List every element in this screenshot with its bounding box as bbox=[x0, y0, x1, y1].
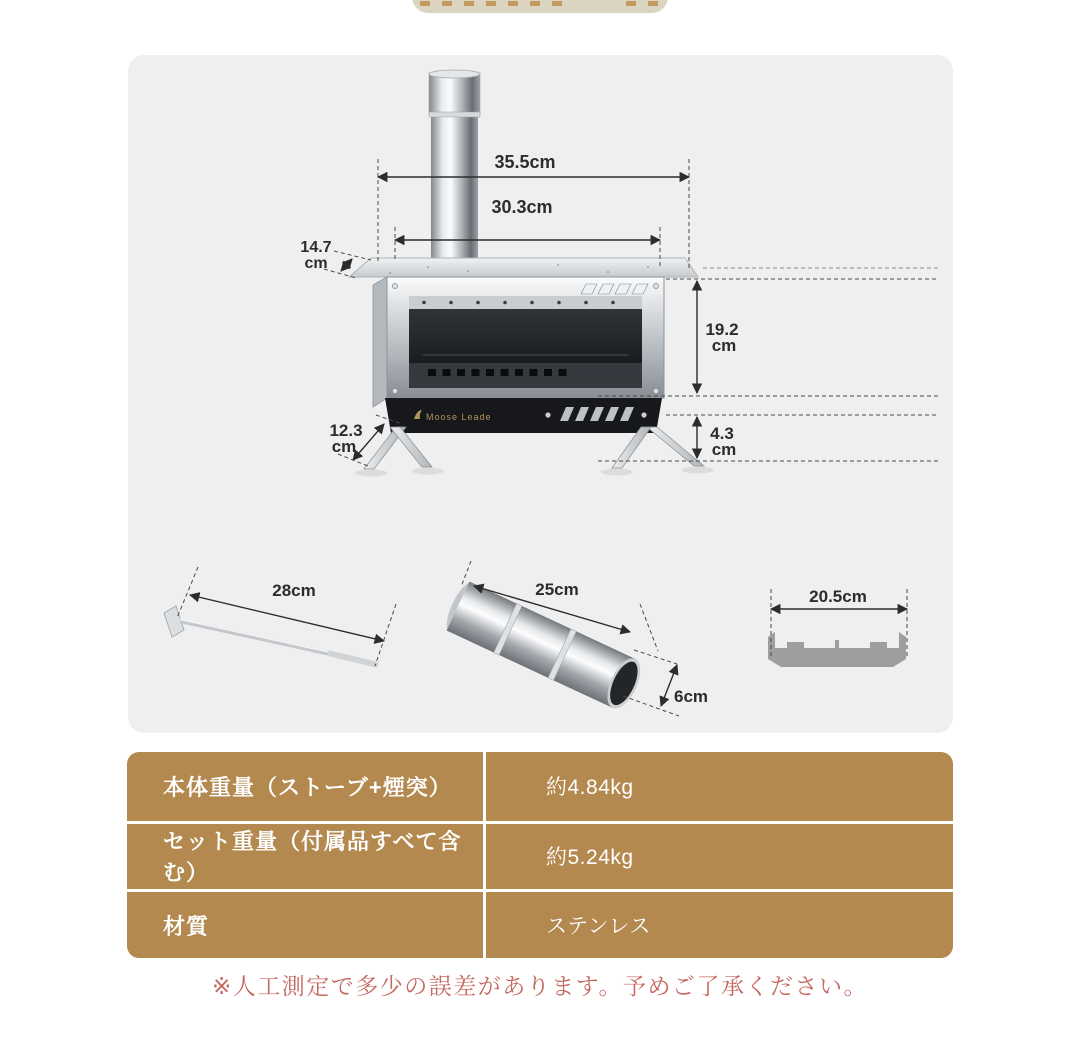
stove-chimney bbox=[421, 70, 489, 275]
spec-value-set-weight: 約5.24kg bbox=[486, 824, 953, 890]
dim-leg-unit: cm bbox=[331, 437, 357, 456]
spec-label-set-weight: セット重量（付属品すべて含む） bbox=[127, 824, 483, 890]
dim-tray-width: 20.5cm bbox=[809, 587, 867, 606]
dim-depth-unit: cm bbox=[304, 255, 328, 272]
dim-depth-number: 14.7 bbox=[300, 239, 332, 256]
stove-body bbox=[373, 277, 664, 407]
dim-top-width: 30.3cm bbox=[491, 197, 553, 217]
dim-pipe-diameter: 6cm bbox=[673, 687, 709, 706]
stove-legs bbox=[355, 427, 714, 477]
spec-value-body-weight: 約4.84kg bbox=[486, 752, 953, 821]
stove-dimension-diagram bbox=[128, 55, 953, 733]
table-row bbox=[127, 824, 953, 890]
table-row bbox=[127, 892, 953, 958]
measurement-disclaimer: ※人工測定で多少の誤差があります。予めご了承ください。 bbox=[212, 973, 868, 999]
dim-rod-length: 28cm bbox=[272, 581, 316, 600]
dim-height-number: 19.2 bbox=[705, 320, 739, 339]
clipped-title-glyphs bbox=[626, 1, 662, 6]
table-row bbox=[127, 752, 953, 821]
stove-top-plate bbox=[349, 258, 698, 277]
accessory-tray bbox=[768, 587, 907, 667]
spec-value-material: ステンレス bbox=[486, 892, 953, 958]
spec-label-body-weight: 本体重量（ストーブ+煙突） bbox=[127, 752, 483, 821]
dim-clearance-number: 4.3 bbox=[710, 424, 734, 443]
brand-logo-text: Moose Leade bbox=[426, 412, 492, 422]
stove-base bbox=[385, 398, 662, 433]
dim-pipe-length: 25cm bbox=[535, 580, 579, 599]
dim-height-unit: cm bbox=[711, 336, 737, 355]
dim-leg-number: 12.3 bbox=[329, 421, 363, 440]
dim-total-width: 35.5cm bbox=[494, 152, 556, 172]
dimension-figure-card bbox=[128, 55, 953, 733]
clipped-title-glyphs bbox=[420, 1, 568, 6]
dim-clearance-unit: cm bbox=[711, 440, 737, 459]
accessory-chimney-pipe bbox=[441, 561, 708, 716]
stove-illustration bbox=[349, 70, 714, 477]
spec-table bbox=[127, 752, 953, 958]
section-title-banner bbox=[412, 0, 668, 13]
spec-label-material: 材質 bbox=[127, 892, 483, 958]
accessory-poker-rod bbox=[164, 567, 396, 666]
